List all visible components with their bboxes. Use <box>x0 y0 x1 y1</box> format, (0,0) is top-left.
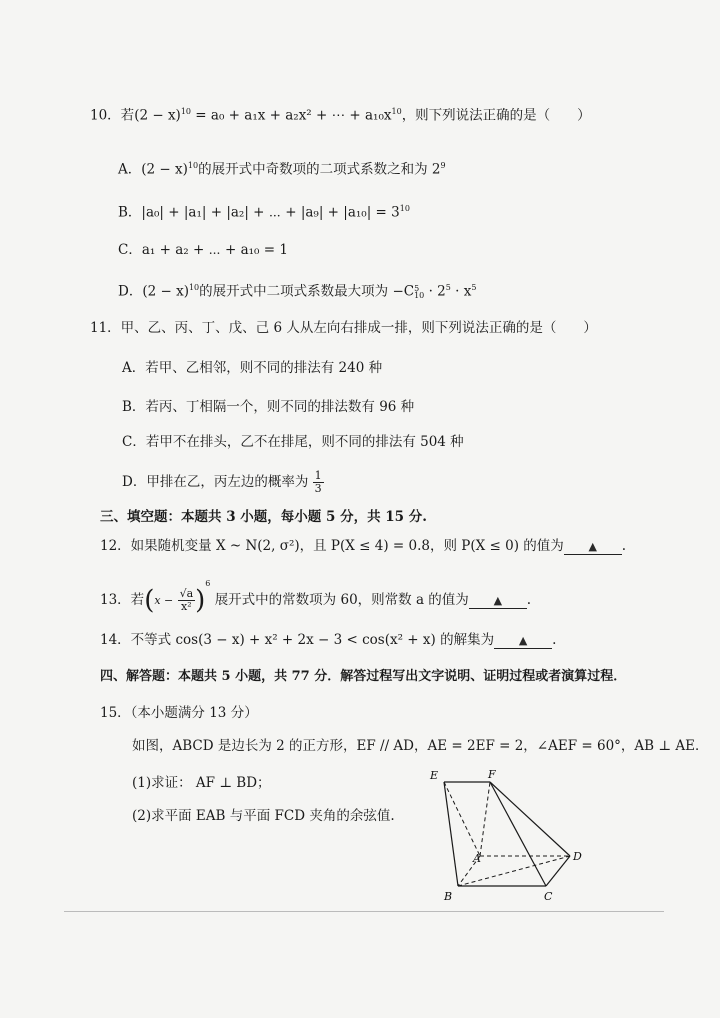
q10-option-b: B．|a₀| + |a₁| + |a₂| + ⋯ + $|a_9| + |a_{10}| = 3^{10}$ <box>118 204 410 221</box>
label-a: A <box>473 852 481 865</box>
edge-eb <box>444 782 458 886</box>
q10-stem: 10．若$(2 - x)^{10} = a_0 + a_1x + a_2x^2$ + ⋯ + $a_{10}x^{10}$，则下列说法正确的是（ ） <box>90 107 591 124</box>
label-f: F <box>488 768 496 781</box>
q10-option-c: C．a₁ + a₂ + ⋯ + a₁₀ = 1 <box>118 242 288 258</box>
q11-option-b: B．若丙、丁相隔一个，则不同的排法数有 96 种 <box>122 399 415 415</box>
q10-option-a: A．$(2 - x)^{10}$的展开式中奇数项的二项式系数之和为 $2^9$ <box>118 161 446 178</box>
edge-fc <box>490 782 546 886</box>
edge-cd <box>546 856 570 886</box>
q11-option-c: C．若甲不在排头，乙不在排尾，则不同的排法有 504 种 <box>122 434 464 450</box>
q11-option-a: A．若甲、乙相邻，则不同的排法有 240 种 <box>122 360 383 376</box>
q12: 12．如果随机变量 X ~ N(2, σ²)，且 P(X ≤ 4) = 0.8，则 P(X ≤ 0) 的值为 ▲ . <box>100 538 627 554</box>
edge-fd <box>490 782 570 856</box>
q15-part1: (1)求证： AF ⊥ BD； <box>132 775 271 791</box>
fraction-sqrt-a-over-x2: $\frac{√a}{\text{x²}}$ <box>179 586 194 613</box>
q14: 14．不等式 cos(3 − x) + x² + 2x − 3 < cos(x² + x) 的解集为 ▲ . <box>100 632 557 648</box>
answer-triangle-icon: ▲ <box>588 540 598 553</box>
label-b: B <box>444 890 453 903</box>
section-fill-in-title: 三、填空题：本题共 3 小题，每小题 5 分，共 15 分. <box>100 509 427 525</box>
label-e: E <box>430 769 439 782</box>
fraction-one-third: $\frac{1}{3}$ <box>314 469 322 496</box>
geometry-figure <box>420 766 600 906</box>
answer-triangle-icon: ▲ <box>493 594 503 607</box>
footer-divider <box>64 911 664 912</box>
q15-body: 如图，ABCD 是边长为 2 的正方形，EF // AD，AE = 2EF = 2，∠AEF = 60°，AB ⊥ AE． <box>132 738 709 754</box>
edge-af-hidden <box>480 782 490 856</box>
q11-stem: 11．甲、乙、丙、丁、戊、己 6 人从左向右排成一排，则下列说法正确的是（ ） <box>90 320 597 336</box>
section-answer-title: 四、解答题：本题共 5 小题，共 77 分．解答过程写出文字说明、证明过程或者演算过程． <box>100 669 627 684</box>
q13: 13．若(x − $\frac{√a}{\text{x²}}$ )$^6$ 展开式中的常数项为 60，则常数 a 的值为 ▲ . <box>100 579 532 616</box>
q15-part2: (2)求平面 EAB 与平面 FCD 夹角的余弦值. <box>132 808 395 824</box>
q11-option-d: D．甲排在乙，丙左边的概率为 $\frac{1}{3}$ <box>122 469 322 496</box>
q15-head: 15．（本小题满分 13 分） <box>100 705 258 721</box>
q10-option-d: D．$(2 - x)^{10}$的展开式中二项式系数最大项为 −C 5 10 · $2^5 \cdot x^5$ <box>118 283 477 300</box>
label-d: D <box>573 850 582 863</box>
label-c: C <box>544 890 553 903</box>
answer-triangle-icon: ▲ <box>518 634 528 647</box>
